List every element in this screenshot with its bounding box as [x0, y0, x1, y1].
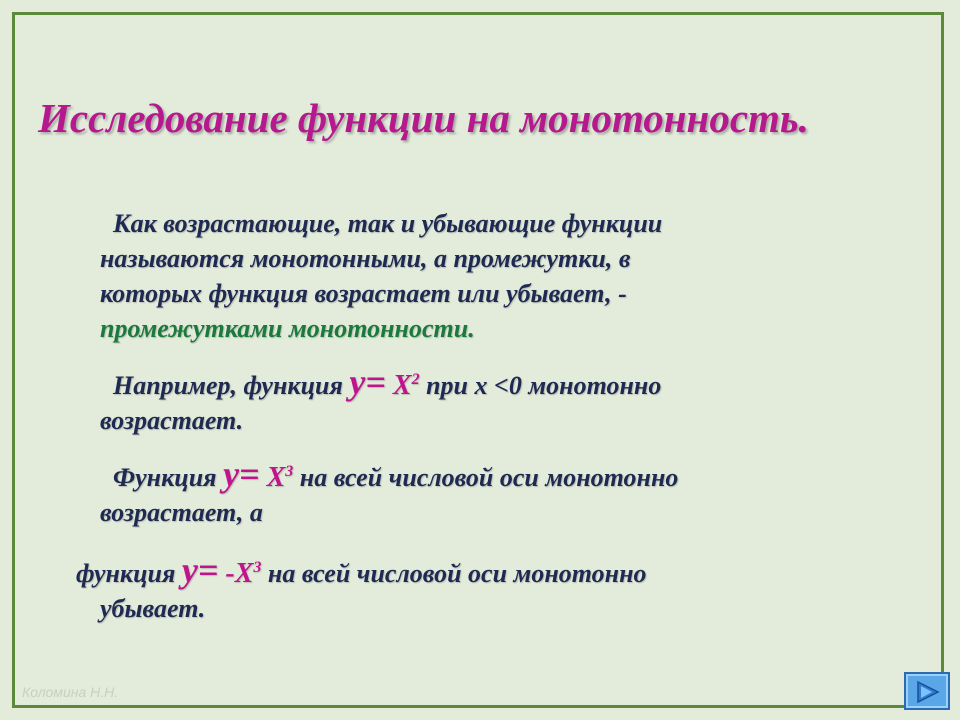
- formula-y: у=: [181, 550, 219, 590]
- play-triangle-icon: [915, 680, 941, 704]
- author-watermark: Коломина Н.Н.: [22, 684, 119, 700]
- formula-y: у=: [349, 362, 386, 402]
- formula-exponent: 2: [411, 371, 420, 388]
- definition-line-3: которых функция возрастает или убывает, -: [100, 279, 627, 308]
- formula-y: у=: [223, 454, 260, 494]
- example-cube-paragraph: [100, 454, 678, 530]
- definition-paragraph: [100, 206, 662, 346]
- slide-title: Исследование функции на монотонность.: [38, 95, 809, 141]
- example-neg-cube-paragraph: [76, 550, 647, 626]
- example-neg-cube-prefix: функция: [76, 559, 182, 588]
- example-square-line-2: возрастает.: [100, 406, 244, 435]
- definition-line-2: называются монотонными, а промежутки, в: [100, 244, 631, 273]
- example-neg-cube-line-2: убывает.: [100, 594, 206, 623]
- formula-exponent: 3: [285, 463, 294, 480]
- formula-x: Х: [385, 370, 412, 401]
- formula-x: -Х: [218, 558, 254, 589]
- example-neg-cube-suffix: на всей числовой оси монотонно: [261, 559, 647, 588]
- definition-line-1: Как возрастающие, так и убывающие функции: [113, 209, 663, 238]
- example-square-prefix: Например, функция: [113, 371, 350, 400]
- example-square-paragraph: [100, 362, 661, 438]
- formula-x: Х: [259, 462, 286, 493]
- example-cube-line-2: возрастает, а: [100, 498, 263, 527]
- example-cube-suffix: на всей числовой оси монотонно: [293, 463, 679, 492]
- example-square-suffix: при х <0 монотонно: [419, 371, 662, 400]
- monotonicity-term: промежутками монотонности.: [100, 314, 475, 343]
- formula-exponent: 3: [253, 559, 262, 576]
- example-cube-prefix: Функция: [113, 463, 224, 492]
- next-slide-button[interactable]: [904, 672, 950, 710]
